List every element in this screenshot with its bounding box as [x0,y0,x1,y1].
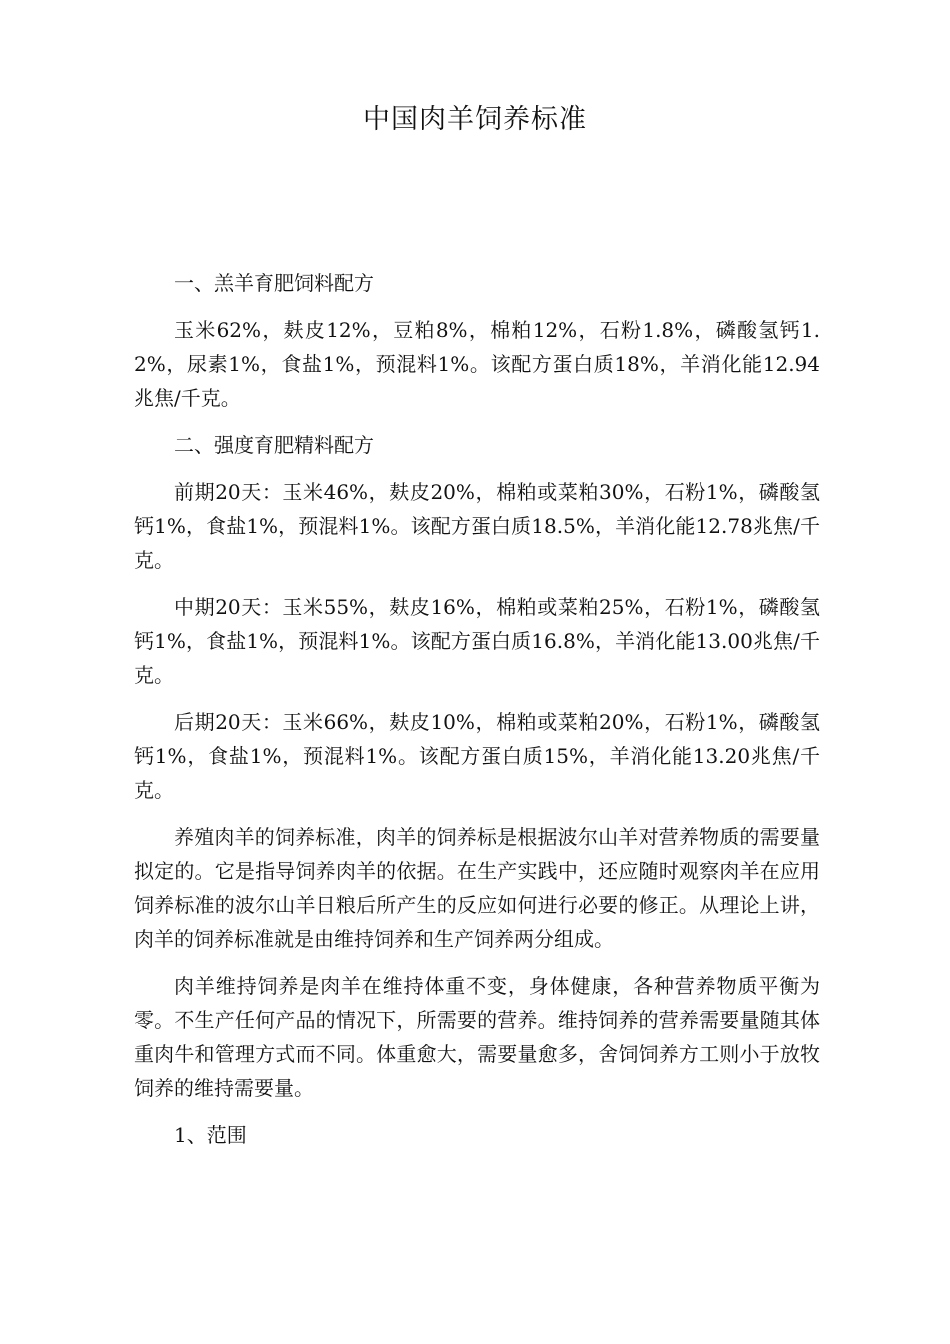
document-body [134,266,820,1165]
document-title: 中国肉羊饲养标准 [363,104,587,135]
section-heading-2: 二、强度育肥精料配方 [174,433,374,457]
paragraph-feeding-standard: 养殖肉羊的饲养标准，肉羊的饲养标是根据波尔山羊对营养物质的需要量拟定的。它是指导饲养肉羊的依据。在生产实践中，还应随时观察肉羊在应用饲养标准的波尔山羊日粮后所产生的反应如何进行必要的修正。从理论上讲，肉羊的饲养标准就是由维持饲养和生产饲养两分组成。 [134,825,820,951]
paragraph-early-stage: 前期20天：玉米46%，麸皮20%，棉粕或菜粕30%，石粉1%，磷酸氢钙1%，食盐1%，预混料1%。该配方蛋白质18.5%，羊消化能12.78兆焦/千克。 [134,480,820,572]
paragraph-lamb-formula: 玉米62%，麸皮12%，豆粕8%，棉粕12%，石粉1.8%，磷酸氢钙1.2%，尿素1%，食盐1%，预混料1%。该配方蛋白质18%，羊消化能12.94兆焦/千克。 [134,318,820,410]
paragraph-maintenance-feeding: 肉羊维持饲养是肉羊在维持体重不变，身体健康，各种营养物质平衡为零。不生产任何产品的情况下，所需要的营养。维持饲养的营养需要量随其体重肉牛和管理方式而不同。体重愈大，需要量愈多，舍饲饲养方工则小于放牧饲养的维持需要量。 [134,974,820,1100]
section-heading-1: 一、羔羊育肥饲料配方 [174,271,374,295]
section-heading-scope: 1、范围 [174,1123,247,1147]
paragraph-late-stage: 后期20天：玉米66%，麸皮10%，棉粕或菜粕20%，石粉1%，磷酸氢钙1%，食盐1%，预混料1%。该配方蛋白质15%，羊消化能13.20兆焦/千克。 [134,710,820,802]
paragraph-middle-stage: 中期20天：玉米55%，麸皮16%，棉粕或菜粕25%，石粉1%，磷酸氢钙1%，食盐1%，预混料1%。该配方蛋白质16.8%，羊消化能13.00兆焦/千克。 [134,595,820,687]
